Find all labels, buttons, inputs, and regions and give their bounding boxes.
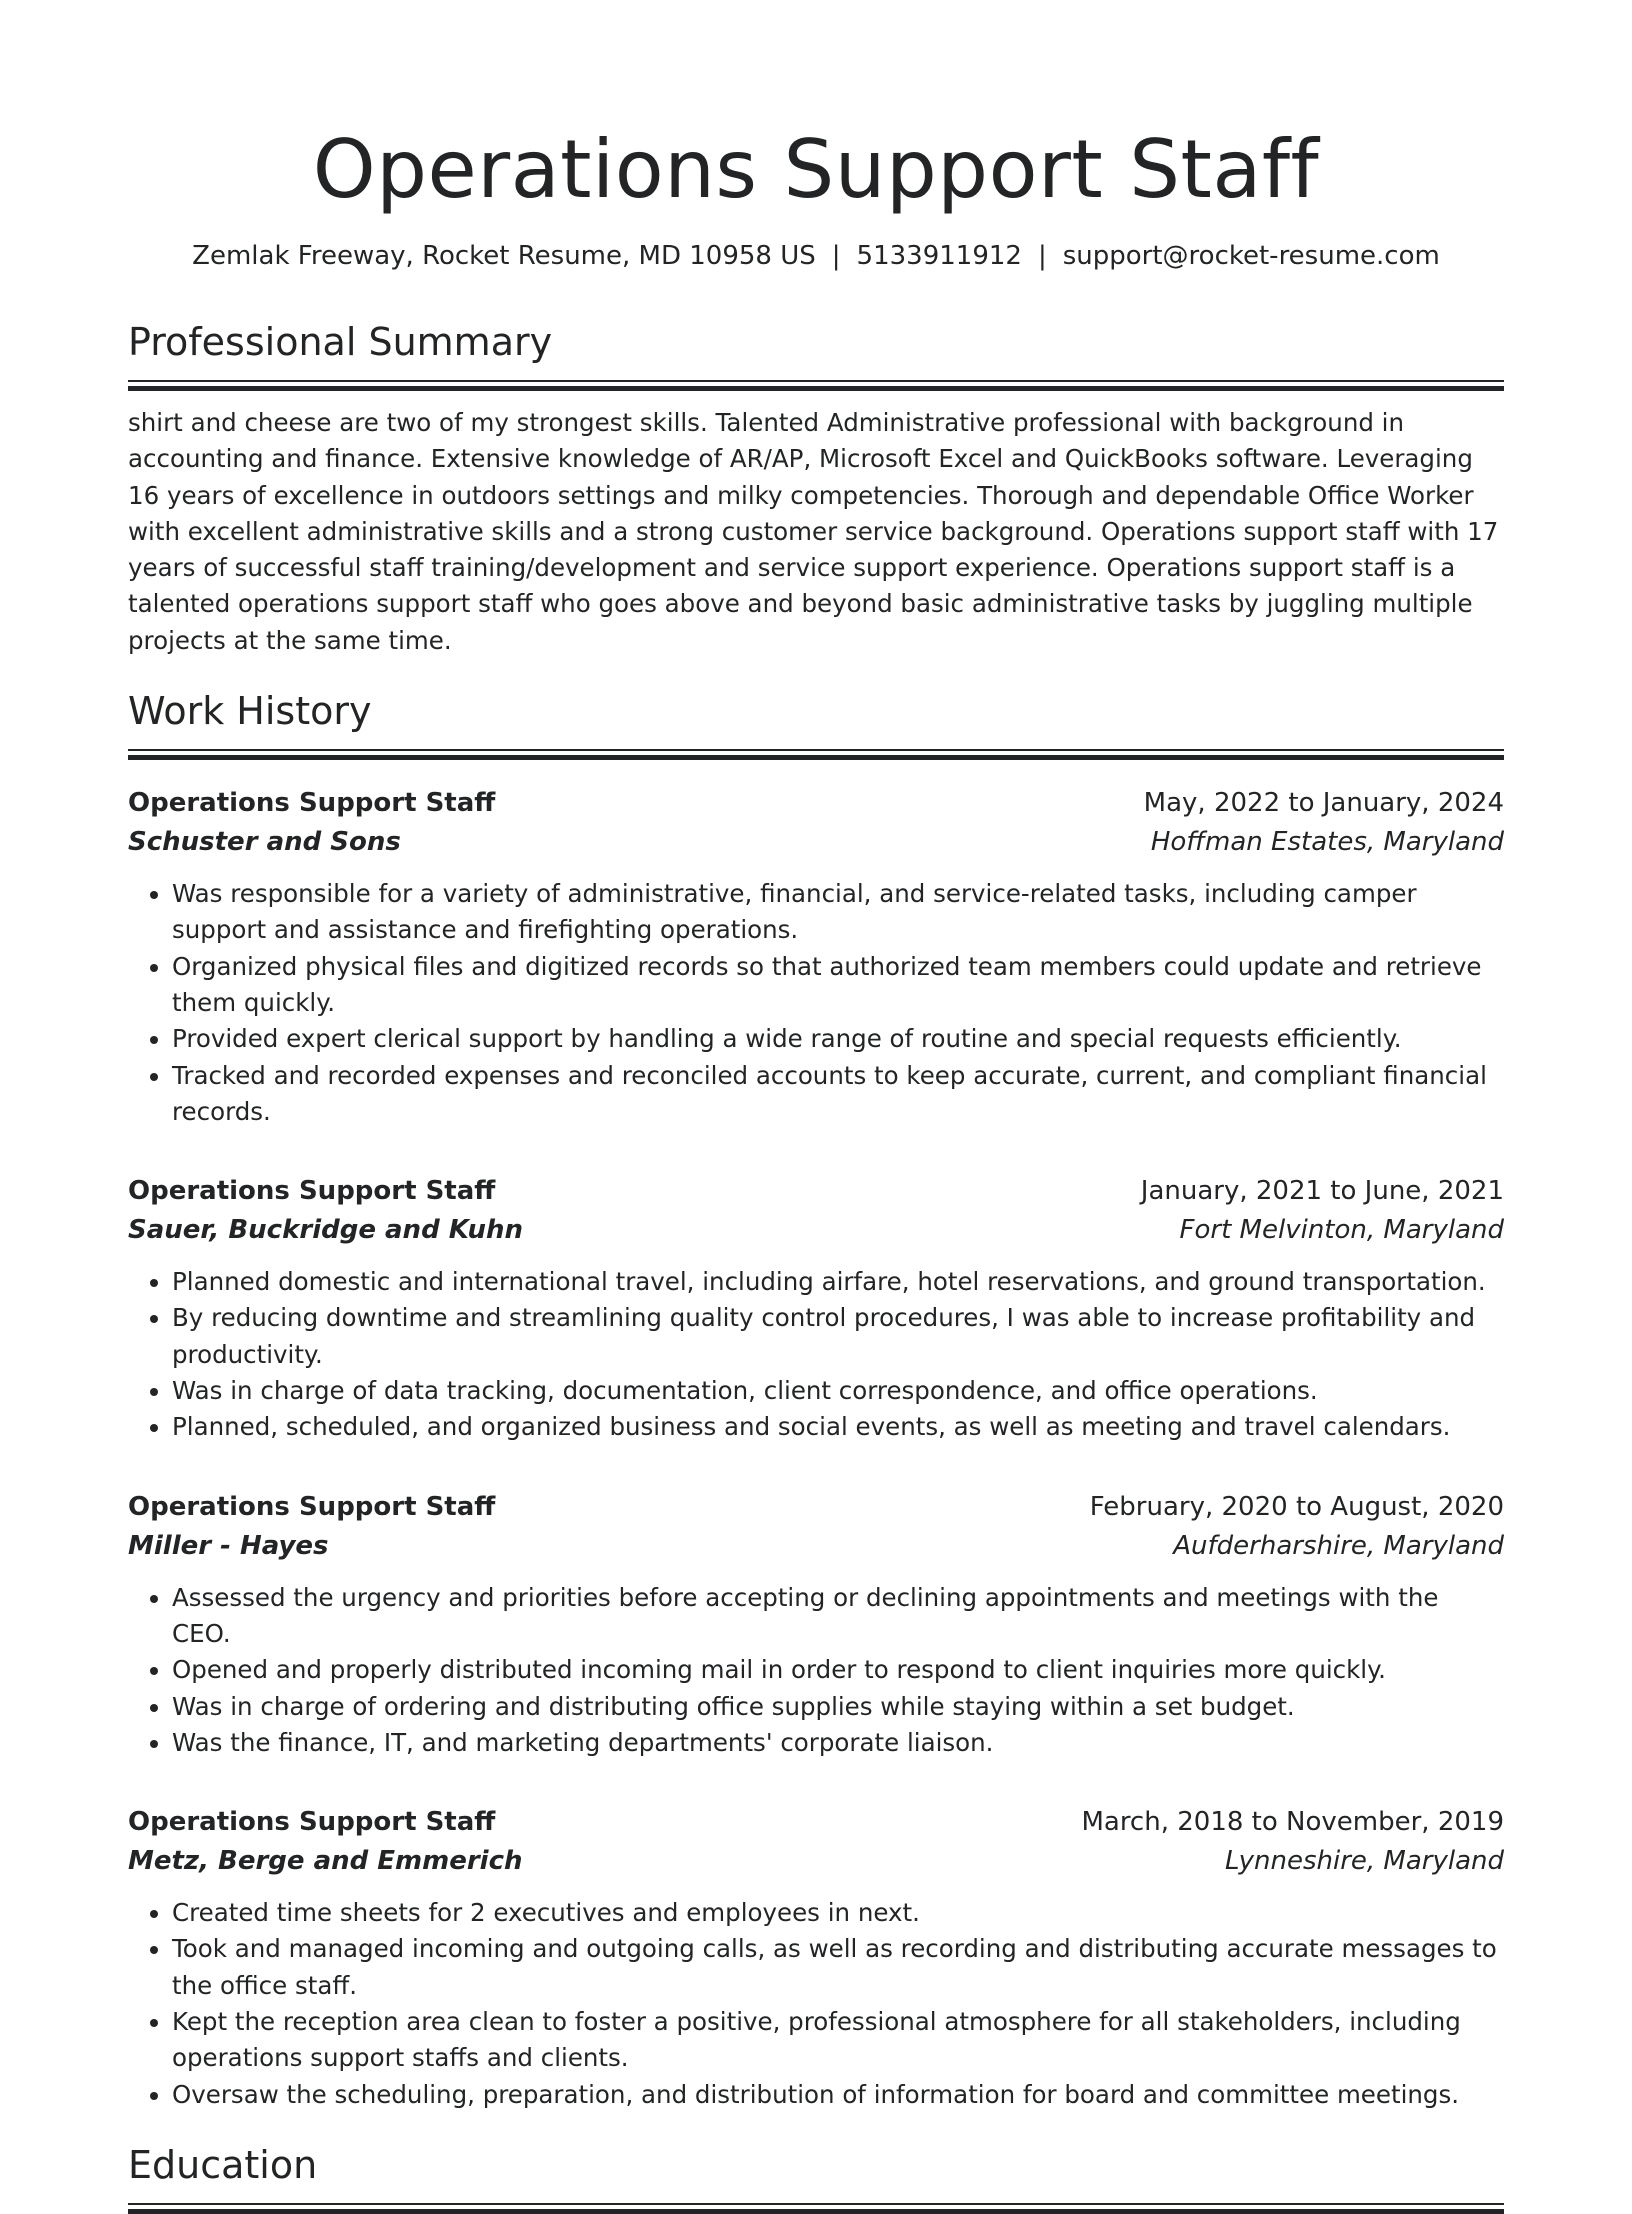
section-divider: [128, 2203, 1504, 2214]
job-bullet: • Oversaw the scheduling, preparation, and distribution of information for board and committee meetings.: [172, 2077, 1504, 2113]
job-company: Metz, Berge and Emmerich: [128, 1846, 523, 1877]
job-bullet: • Was in charge of ordering and distributing office supplies while staying within a set budget.: [172, 1689, 1504, 1725]
job-bullet: • Planned domestic and international travel, including airfare, hotel reservations, and ground transportation.: [172, 1264, 1504, 1300]
job-header-row: [128, 1172, 1504, 1211]
job-company: Miller - Hayes: [128, 1530, 329, 1561]
job-title: Operations Support Staff: [128, 788, 496, 819]
job-bullet: • Was the finance, IT, and marketing departments' corporate liaison.: [172, 1725, 1504, 1761]
section-title-education: Education: [128, 2142, 318, 2187]
section-title-work: Work History: [128, 689, 372, 734]
job-bullets: [128, 1580, 1504, 1761]
job-title: Operations Support Staff: [128, 1491, 496, 1522]
contact-separator: |: [1037, 241, 1047, 271]
contact-address: Zemlak Freeway, Rocket Resume, MD 10958 US: [192, 241, 816, 271]
job-bullet: • Assessed the urgency and priorities before accepting or declining appointments and meetings with the CEO.: [172, 1580, 1504, 1653]
section-title-summary: Professional Summary: [128, 320, 553, 364]
job-dates: February, 2020 to August, 2020: [1089, 1491, 1504, 1522]
job-company-row: [128, 823, 1504, 862]
contact-phone: 5133911912: [856, 241, 1022, 271]
job-bullets: [128, 1895, 1504, 2113]
contact-email: support@rocket-resume.com: [1062, 241, 1440, 271]
job-location: Hoffman Estates, Maryland: [1150, 827, 1504, 858]
job-location: Lynneshire, Maryland: [1225, 1846, 1504, 1877]
job-dates: January, 2021 to June, 2021: [1140, 1176, 1504, 1207]
job-bullet: • Was in charge of data tracking, documentation, client correspondence, and office operations.: [172, 1373, 1504, 1409]
job-title: Operations Support Staff: [128, 1807, 496, 1838]
job-location: Aufderharshire, Maryland: [1173, 1530, 1504, 1561]
job-bullets: [128, 876, 1504, 1130]
resume-name: Operations Support Staff: [312, 123, 1320, 216]
work-history-section: [128, 687, 1504, 2113]
job-bullet: • Planned, scheduled, and organized business and social events, as well as meeting and travel calendars.: [172, 1409, 1504, 1445]
job-company-row: [128, 1842, 1504, 1881]
job-header-row: [128, 1488, 1504, 1527]
job-bullet: • Organized physical files and digitized records so that authorized team members could update and retrieve them quickly.: [172, 949, 1504, 1022]
contact-line: [128, 238, 1504, 274]
section-divider: [128, 380, 1504, 391]
job-header-row: [128, 1803, 1504, 1842]
resume-page: [128, 0, 1504, 2214]
summary-text: shirt and cheese are two of my strongest skills. Talented Administrative professional with background in accounting and finance. Extensive knowledge of AR/AP, Microsoft Excel and QuickBooks software. Leveraging 16 years of excellence in outdoors settings and milky competencies. Thorough and dependable Office Worker with excellent administrative skills and a strong customer service background. Operations support staff with 17 years of successful staff training/development and service support experience. Operations support staff is a talented operations support staff who goes above and beyond basic administrative tasks by juggling multiple projects at the same time.: [128, 408, 1499, 655]
job-bullet: • Tracked and recorded expenses and reconciled accounts to keep accurate, current, and compliant financial records.: [172, 1058, 1504, 1131]
job-bullet: • Took and managed incoming and outgoing calls, as well as recording and distributing accurate messages to the office staff.: [172, 1931, 1504, 2004]
job-entry: [128, 1488, 1504, 1761]
section-divider: [128, 749, 1504, 760]
job-bullets: [128, 1264, 1504, 1445]
job-bullet: • Provided expert clerical support by handling a wide range of routine and special requests efficiently.: [172, 1021, 1504, 1057]
job-company-row: [128, 1211, 1504, 1250]
job-dates: May, 2022 to January, 2024: [1143, 788, 1504, 819]
job-company: Sauer, Buckridge and Kuhn: [128, 1215, 523, 1246]
job-bullet: • Opened and properly distributed incoming mail in order to respond to client inquiries more quickly.: [172, 1652, 1504, 1688]
job-bullet: • Was responsible for a variety of administrative, financial, and service-related tasks, including camper support and assistance and firefighting operations.: [172, 876, 1504, 949]
job-bullet: • By reducing downtime and streamlining quality control procedures, I was able to increase profitability and productivity.: [172, 1300, 1504, 1373]
contact-separator: |: [831, 241, 841, 271]
job-bullet: • Created time sheets for 2 executives and employees in next.: [172, 1895, 1504, 1931]
job-dates: March, 2018 to November, 2019: [1081, 1807, 1504, 1838]
job-entry: [128, 784, 1504, 1130]
education-section: [128, 2141, 1504, 2214]
professional-summary-section: [128, 318, 1504, 659]
job-bullet: • Kept the reception area clean to foster a positive, professional atmosphere for all stakeholders, including operations support staffs and clients.: [172, 2004, 1504, 2077]
job-header-row: [128, 784, 1504, 823]
job-entry: [128, 1803, 1504, 2113]
job-company: Schuster and Sons: [128, 827, 401, 858]
job-location: Fort Melvinton, Maryland: [1179, 1215, 1504, 1246]
job-entry: [128, 1172, 1504, 1445]
job-company-row: [128, 1527, 1504, 1566]
job-title: Operations Support Staff: [128, 1176, 496, 1207]
